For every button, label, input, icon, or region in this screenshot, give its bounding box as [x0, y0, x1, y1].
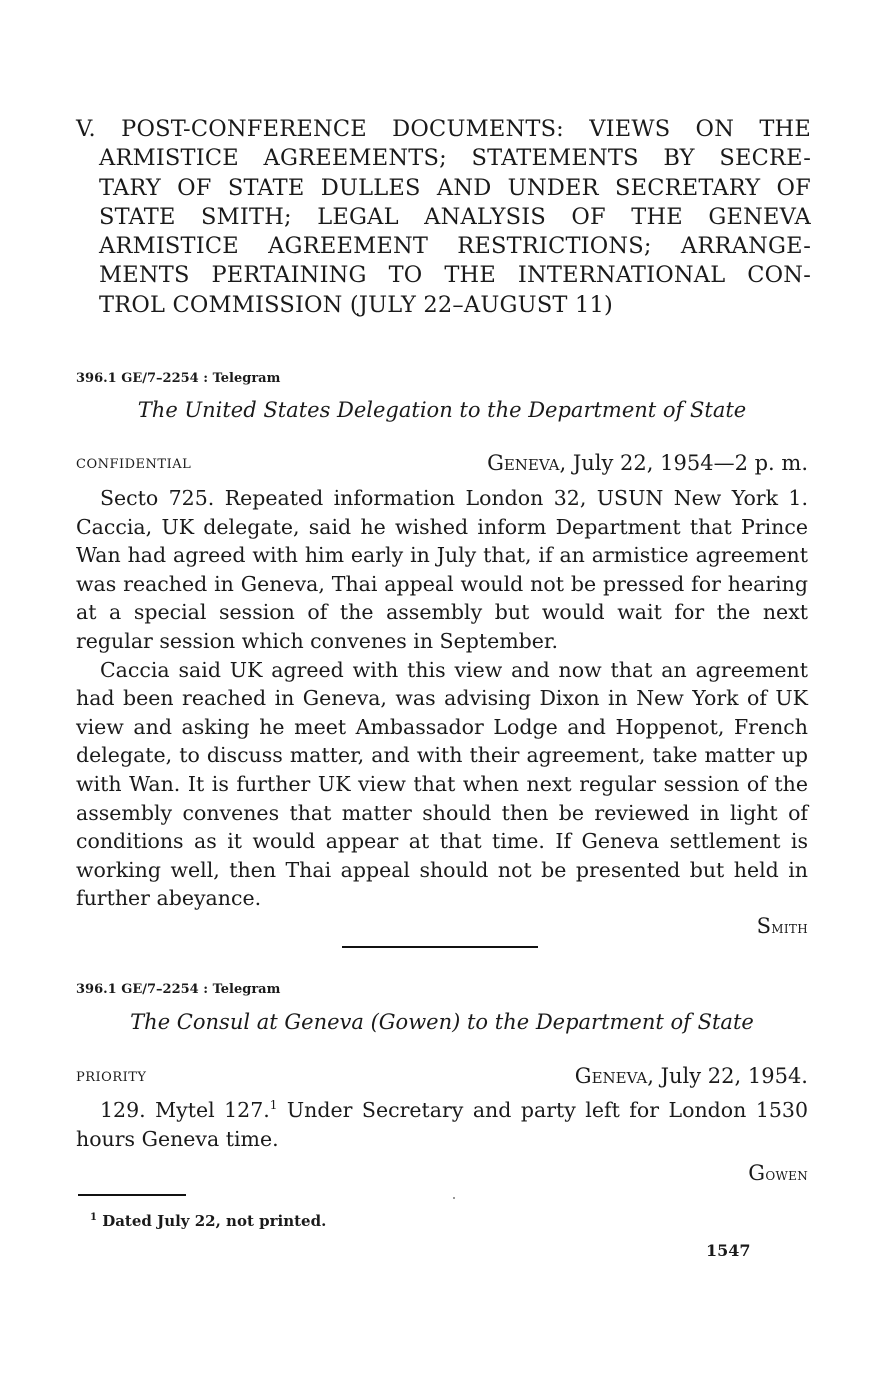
file-reference: 396.1 GE/7–2254 : Telegram [76, 371, 281, 386]
classification-label: PRIORITY [76, 1070, 147, 1085]
dateline [487, 451, 808, 475]
footnote-text: Dated July 22, not printed. [96, 1212, 327, 1230]
document-heading: The United States Delegation to the Department of State [137, 398, 747, 422]
footnote-marker: 1 [90, 1212, 97, 1223]
section-divider [342, 946, 538, 948]
dateline-date: July 22, 1954. [653, 1064, 808, 1088]
telegram-body [76, 484, 808, 913]
classification-label: CONFIDENTIAL [76, 457, 192, 472]
chapter-title-line: STATE SMITH; LEGAL ANALYSIS OF THE GENEVA [99, 203, 811, 230]
body-paragraph: Caccia said UK agreed with this view and now that an agreement had been reached in Geneva, was advising Dixon in New York of UK view and asking he meet Ambassador Lodge and Hoppenot, French delegate, to discuss matter, and with their agreement, take matter up with Wan. It is further UK view that when next regular session of the assembly convenes that matter should then be reviewed in light of conditions as it would appear at that time. If Geneva settlement is working well, then Thai appeal should not be presented but held in further abeyance. [76, 657, 808, 911]
page-number: 1547 [706, 1241, 751, 1260]
footnote-reference: 1 [269, 1098, 278, 1113]
footnote-rule [78, 1194, 186, 1196]
chapter-title-line: V. POST-CONFERENCE DOCUMENTS: VIEWS ON THE [76, 116, 811, 142]
file-reference: 396.1 GE/7–2254 : Telegram [76, 982, 281, 997]
signature-initial: S [756, 914, 772, 938]
chapter-title [76, 115, 811, 320]
body-paragraph: Secto 725. Repeated information London 32, USUN New York 1. Caccia, UK delegate, said he wished inform Department that Prince Wan had agreed with him early in July that, if an armistice agreement was reached in Geneva, Thai appeal would not be pressed for hearing at a special session of the assembly but would wait for the next regular session which convenes in September. [76, 486, 808, 653]
signature-initial: G [748, 1161, 766, 1185]
signature [757, 914, 808, 938]
signature-rest: mith [771, 918, 808, 938]
chapter-title-line: MENTS PERTAINING TO THE INTERNATIONAL CON- [99, 262, 811, 289]
body-text: 129. Mytel 127. [100, 1098, 270, 1122]
document-heading: The Consul at Geneva (Gowen) to the Department of State [130, 1010, 754, 1034]
chapter-title-line: TARY OF STATE DULLES AND UNDER SECRETARY OF [99, 174, 811, 201]
print-speck [453, 1197, 455, 1199]
dateline-row [76, 445, 808, 475]
body-paragraph [76, 1096, 808, 1153]
signature [748, 1161, 808, 1185]
telegram-body [76, 1096, 808, 1153]
footnote [90, 1212, 326, 1230]
dateline [575, 1064, 808, 1088]
dateline-place: Geneva, [487, 451, 567, 475]
dateline-place: Geneva, [574, 1064, 654, 1088]
chapter-title-line: TROL COMMISSION (JULY 22–AUGUST 11) [99, 291, 613, 318]
dateline-date: July 22, 1954—2 p. m. [566, 451, 808, 475]
chapter-title-line: ARMISTICE AGREEMENTS; STATEMENTS BY SECRE- [99, 145, 811, 172]
signature-rest: owen [765, 1165, 808, 1185]
body-text: Under Secretary and party left for London 1530 hours Geneva time. [76, 1098, 808, 1151]
chapter-title-line: ARMISTICE AGREEMENT RESTRICTIONS; ARRANGE- [99, 233, 811, 260]
dateline-row [76, 1058, 808, 1088]
